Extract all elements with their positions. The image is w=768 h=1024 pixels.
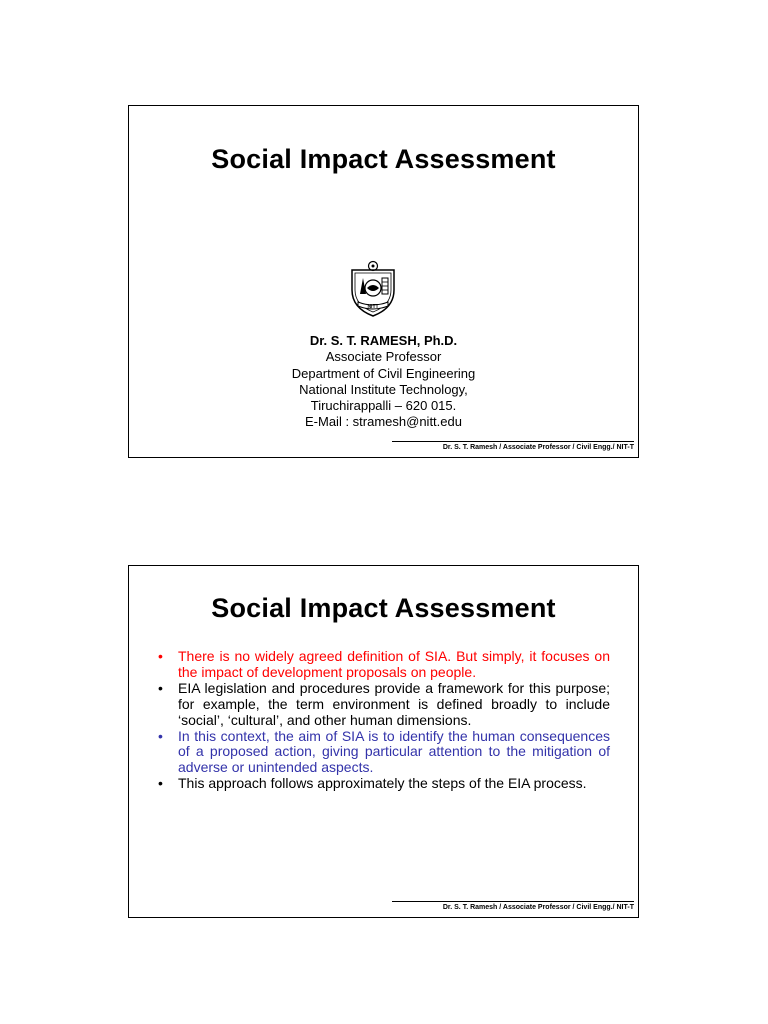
slide-title: Social Impact Assessment [211, 144, 556, 174]
bullet-icon: • [158, 775, 163, 792]
logo-caption: NITT [367, 304, 379, 310]
slide-content-page [128, 565, 639, 918]
author-position: Associate Professor [325, 349, 442, 365]
author-name: Dr. S. T. RAMESH, Ph.D. [309, 333, 458, 348]
slide-footer: Dr. S. T. Ramesh / Associate Professor / Civil Engg./ NIT-T [392, 441, 634, 451]
bullet-item [156, 729, 610, 777]
bullet-icon: • [158, 648, 163, 664]
bullet-text: In this context, the aim of SIA is to identify the human consequences of a proposed action, giving particular attention to the mitigation of adverse or unintended aspects. [178, 727, 610, 776]
slide-title-page [128, 105, 639, 458]
bullet-text: There is no widely agreed definition of SIA. But simply, it focuses on the impact of development proposals on people. [178, 648, 610, 680]
author-block [129, 333, 638, 431]
bullet-list [156, 649, 610, 792]
author-institute: National Institute Technology, [299, 381, 468, 397]
bullet-icon: • [158, 727, 163, 744]
bullet-text: EIA legislation and procedures provide a framework for this purpose; for example, the term environment is defined broadly to include ‘social’, ‘cultural’, and other human dimensions. [178, 679, 610, 728]
bullet-icon: • [158, 679, 163, 696]
author-city: Tiruchirappalli – 620 015. [310, 398, 457, 414]
bullet-item [156, 649, 610, 681]
slide-footer: Dr. S. T. Ramesh / Associate Professor / Civil Engg./ NIT-T [392, 901, 634, 911]
author-department: Department of Civil Engineering [291, 365, 476, 381]
bullet-item [156, 681, 610, 729]
slide-title: Social Impact Assessment [211, 593, 556, 623]
nitt-emblem-logo [346, 260, 400, 318]
bullet-item [156, 776, 610, 792]
bullet-text: This approach follows approximately the steps of the EIA process. [178, 775, 587, 792]
author-email: E-Mail : stramesh@nitt.edu [305, 414, 462, 430]
